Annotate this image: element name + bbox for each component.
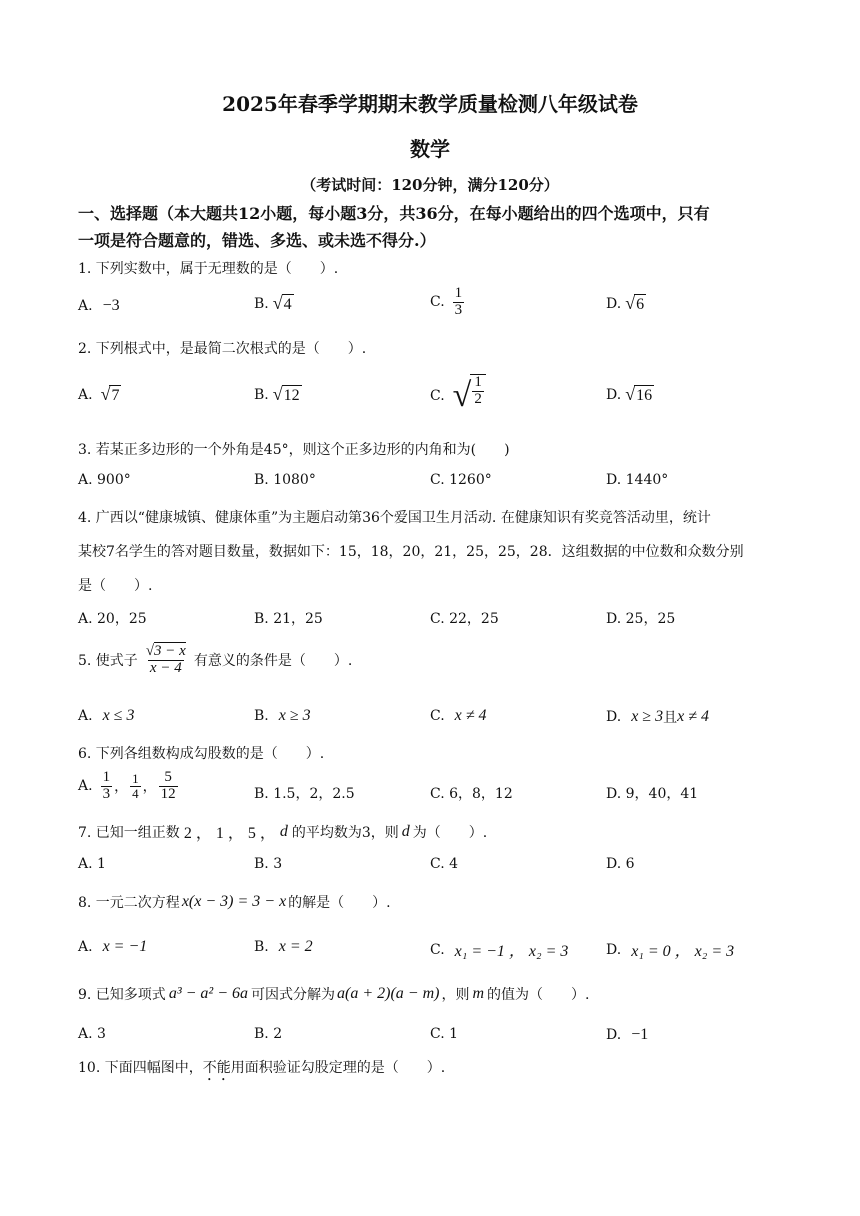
fraction: $\frac{1}{4}$ xyxy=(132,771,139,801)
option-label: D. xyxy=(606,709,622,725)
sqrt-expression: √ 4 xyxy=(272,293,292,313)
q9-option-a[interactable]: A. 3 xyxy=(78,1026,106,1042)
stem-text: 可因式分解为 xyxy=(251,987,335,1003)
question-4-line1: 4. 广西以“健康城镇、健康体重”为主题启动第36个爱国卫生月活动. 在健康知识有奖竞答活动里，统计 xyxy=(78,510,711,526)
emphasized-text: 不能 xyxy=(202,1060,231,1076)
option-label: A. xyxy=(78,708,93,724)
option-value: x = −1 xyxy=(102,938,148,955)
option-value: x ≥ 3 xyxy=(631,708,664,725)
question-8-stem xyxy=(78,892,391,912)
question-3-stem: 3. 若某正多边形的一个外角是45°，则这个正多边形的内角和为( ) xyxy=(78,442,510,458)
fraction: $\frac{1}{3}$ xyxy=(454,285,463,318)
question-10-stem xyxy=(78,1057,445,1084)
q2-option-b[interactable] xyxy=(254,385,302,405)
q4-option-b[interactable]: B. 21，25 xyxy=(254,611,323,627)
q3-option-d[interactable]: D. 1440° xyxy=(606,472,669,488)
fraction: $\frac{5}{12}$ xyxy=(160,769,176,802)
q9-option-b[interactable]: B. 2 xyxy=(254,1026,283,1042)
q5-option-c[interactable] xyxy=(430,707,487,725)
option-label: C. xyxy=(430,941,445,958)
stem-text: 为（ ）. xyxy=(412,824,488,841)
option-label: D. xyxy=(606,387,622,404)
question-4-line2: 某校7名学生的答对题目数量，数据如下：15，18，20，21，25，25，28．这组数据的中位数和众数分别 xyxy=(78,544,744,560)
q8-option-a[interactable] xyxy=(78,938,147,956)
factored-form: a(a + 2)(a − m) xyxy=(337,985,440,1002)
q2-option-a[interactable] xyxy=(78,385,121,405)
option-label: D. xyxy=(606,1027,622,1043)
option-value: −3 xyxy=(102,297,120,314)
q6-option-b[interactable]: B. 1.5，2，2.5 xyxy=(254,786,355,802)
fraction-expression: $\frac{√3 - x}{x - 4}$ xyxy=(145,643,186,676)
exam-title: 2025年春季学期期末教学质量检测八年级试卷 xyxy=(222,92,638,116)
q1-option-b[interactable] xyxy=(254,294,294,314)
question-4-line3: 是（ ）. xyxy=(78,578,153,594)
variable-d: d xyxy=(401,822,410,840)
option-value: x = 2 xyxy=(278,938,313,955)
q7-option-c[interactable]: C. 4 xyxy=(430,856,459,872)
option-label: C. xyxy=(430,708,445,724)
question-5-stem xyxy=(78,644,352,677)
exam-time-note: （考试时间：120分钟，满分120分） xyxy=(301,176,559,194)
sqrt-expression: √ 16 xyxy=(625,384,653,404)
q5-option-b[interactable] xyxy=(254,707,311,725)
option-label: A. xyxy=(78,387,93,404)
q4-option-d[interactable]: D. 25，25 xyxy=(606,611,676,627)
option-value: x₁ = −1 ， x₂ = 3 xyxy=(454,943,569,960)
variable-d: d xyxy=(279,822,288,840)
question-1-stem: 1. 下列实数中，属于无理数的是（ ）. xyxy=(78,261,339,277)
stem-text: 5. 使式子 xyxy=(78,653,138,670)
option-label: B. xyxy=(254,296,269,313)
option-value: x₁ = 0 ， x₂ = 3 xyxy=(631,943,735,960)
stem-text: 的平均数为3，则 xyxy=(291,824,399,841)
option-label: D. xyxy=(606,296,622,313)
polynomial: a³ − a² − 6a xyxy=(168,985,248,1002)
option-label: D. xyxy=(606,941,622,958)
option-value: x ≠ 4 xyxy=(454,707,487,724)
section-heading-line1: 一、选择题（本大题共12小题，每小题3分，共36分，在每小题给出的四个选项中，只有 xyxy=(78,204,710,223)
sqrt-fraction: √ $\frac{1}{2}$ xyxy=(453,374,486,418)
option-label: B. xyxy=(254,708,269,724)
sqrt-expression: √ 6 xyxy=(625,293,645,313)
option-label: B. xyxy=(254,387,269,404)
q6-option-d[interactable]: D. 9，40，41 xyxy=(606,786,699,802)
q3-option-c[interactable]: C. 1260° xyxy=(430,472,492,488)
q2-option-d[interactable] xyxy=(606,385,654,405)
q4-option-a[interactable]: A. 20，25 xyxy=(78,611,147,627)
q9-option-c[interactable]: C. 1 xyxy=(430,1026,459,1042)
question-6-stem: 6. 下列各组数构成勾股数的是（ ）. xyxy=(78,746,325,762)
q7-option-d[interactable]: D. 6 xyxy=(606,856,635,872)
option-value: x ≠ 4 xyxy=(677,708,709,725)
q2-option-c[interactable] xyxy=(430,374,486,418)
stem-text: 用面积验证勾股定理的是（ ）. xyxy=(230,1060,446,1076)
option-label: B. xyxy=(254,939,269,955)
option-label: A. xyxy=(78,778,93,795)
q6-option-c[interactable]: C. 6，8，12 xyxy=(430,786,513,802)
q1-option-d[interactable] xyxy=(606,294,646,314)
stem-text: 8. 一元二次方程 xyxy=(78,895,180,911)
question-9-stem xyxy=(78,984,589,1004)
section-heading-line2: 一项是符合题意的，错选、多选、或未选不得分.） xyxy=(78,231,436,250)
q9-option-d[interactable] xyxy=(606,1026,648,1044)
q8-option-d[interactable] xyxy=(606,938,734,961)
option-value: x ≤ 3 xyxy=(102,707,135,724)
q7-option-a[interactable]: A. 1 xyxy=(78,856,106,872)
equation: x(x − 3) = 3 − x xyxy=(181,893,287,910)
option-label: C. xyxy=(430,388,445,404)
stem-text: 的值为（ ）. xyxy=(487,987,590,1003)
q5-option-d[interactable] xyxy=(606,707,709,727)
q5-option-a[interactable] xyxy=(78,707,134,725)
q7-option-b[interactable]: B. 3 xyxy=(254,856,283,872)
exam-subject: 数学 xyxy=(410,137,450,161)
stem-text: 的解是（ ）. xyxy=(288,895,391,911)
option-value: −1 xyxy=(631,1026,649,1043)
option-label: A. xyxy=(78,298,93,314)
variable-m: m xyxy=(472,985,485,1002)
number-list: 2 ， 1 ， 5 ， xyxy=(183,825,276,842)
option-value: x ≥ 3 xyxy=(278,707,311,724)
separator: ， xyxy=(142,779,157,796)
q3-option-a[interactable]: A. 900° xyxy=(78,472,131,488)
sqrt-expression: √ 7 xyxy=(100,384,120,404)
question-2-stem: 2. 下列根式中，是最简二次根式的是（ ）. xyxy=(78,341,367,357)
q8-option-b[interactable] xyxy=(254,938,313,956)
separator: ， xyxy=(114,779,129,796)
q1-option-a[interactable] xyxy=(78,297,120,315)
q1-option-c[interactable] xyxy=(430,286,466,319)
option-label: C. xyxy=(430,294,445,311)
stem-text: 9. 已知多项式 xyxy=(78,987,166,1003)
fraction: $\frac{1}{3}$ xyxy=(102,769,111,802)
q4-option-c[interactable]: C. 22，25 xyxy=(430,611,499,627)
question-7-stem xyxy=(78,820,487,843)
stem-text: 10. 下面四幅图中， xyxy=(78,1060,203,1076)
sqrt-expression: √ 12 xyxy=(272,384,300,404)
q6-option-a[interactable] xyxy=(78,770,180,803)
q3-option-b[interactable]: B. 1080° xyxy=(254,472,316,488)
stem-text: ，则 xyxy=(441,987,470,1003)
stem-text: 7. 已知一组正数 xyxy=(78,824,180,841)
q8-option-c[interactable] xyxy=(430,938,568,961)
option-label: A. xyxy=(78,939,93,955)
conjunction: 且 xyxy=(663,710,678,726)
stem-text: 有意义的条件是（ ）. xyxy=(193,653,353,670)
